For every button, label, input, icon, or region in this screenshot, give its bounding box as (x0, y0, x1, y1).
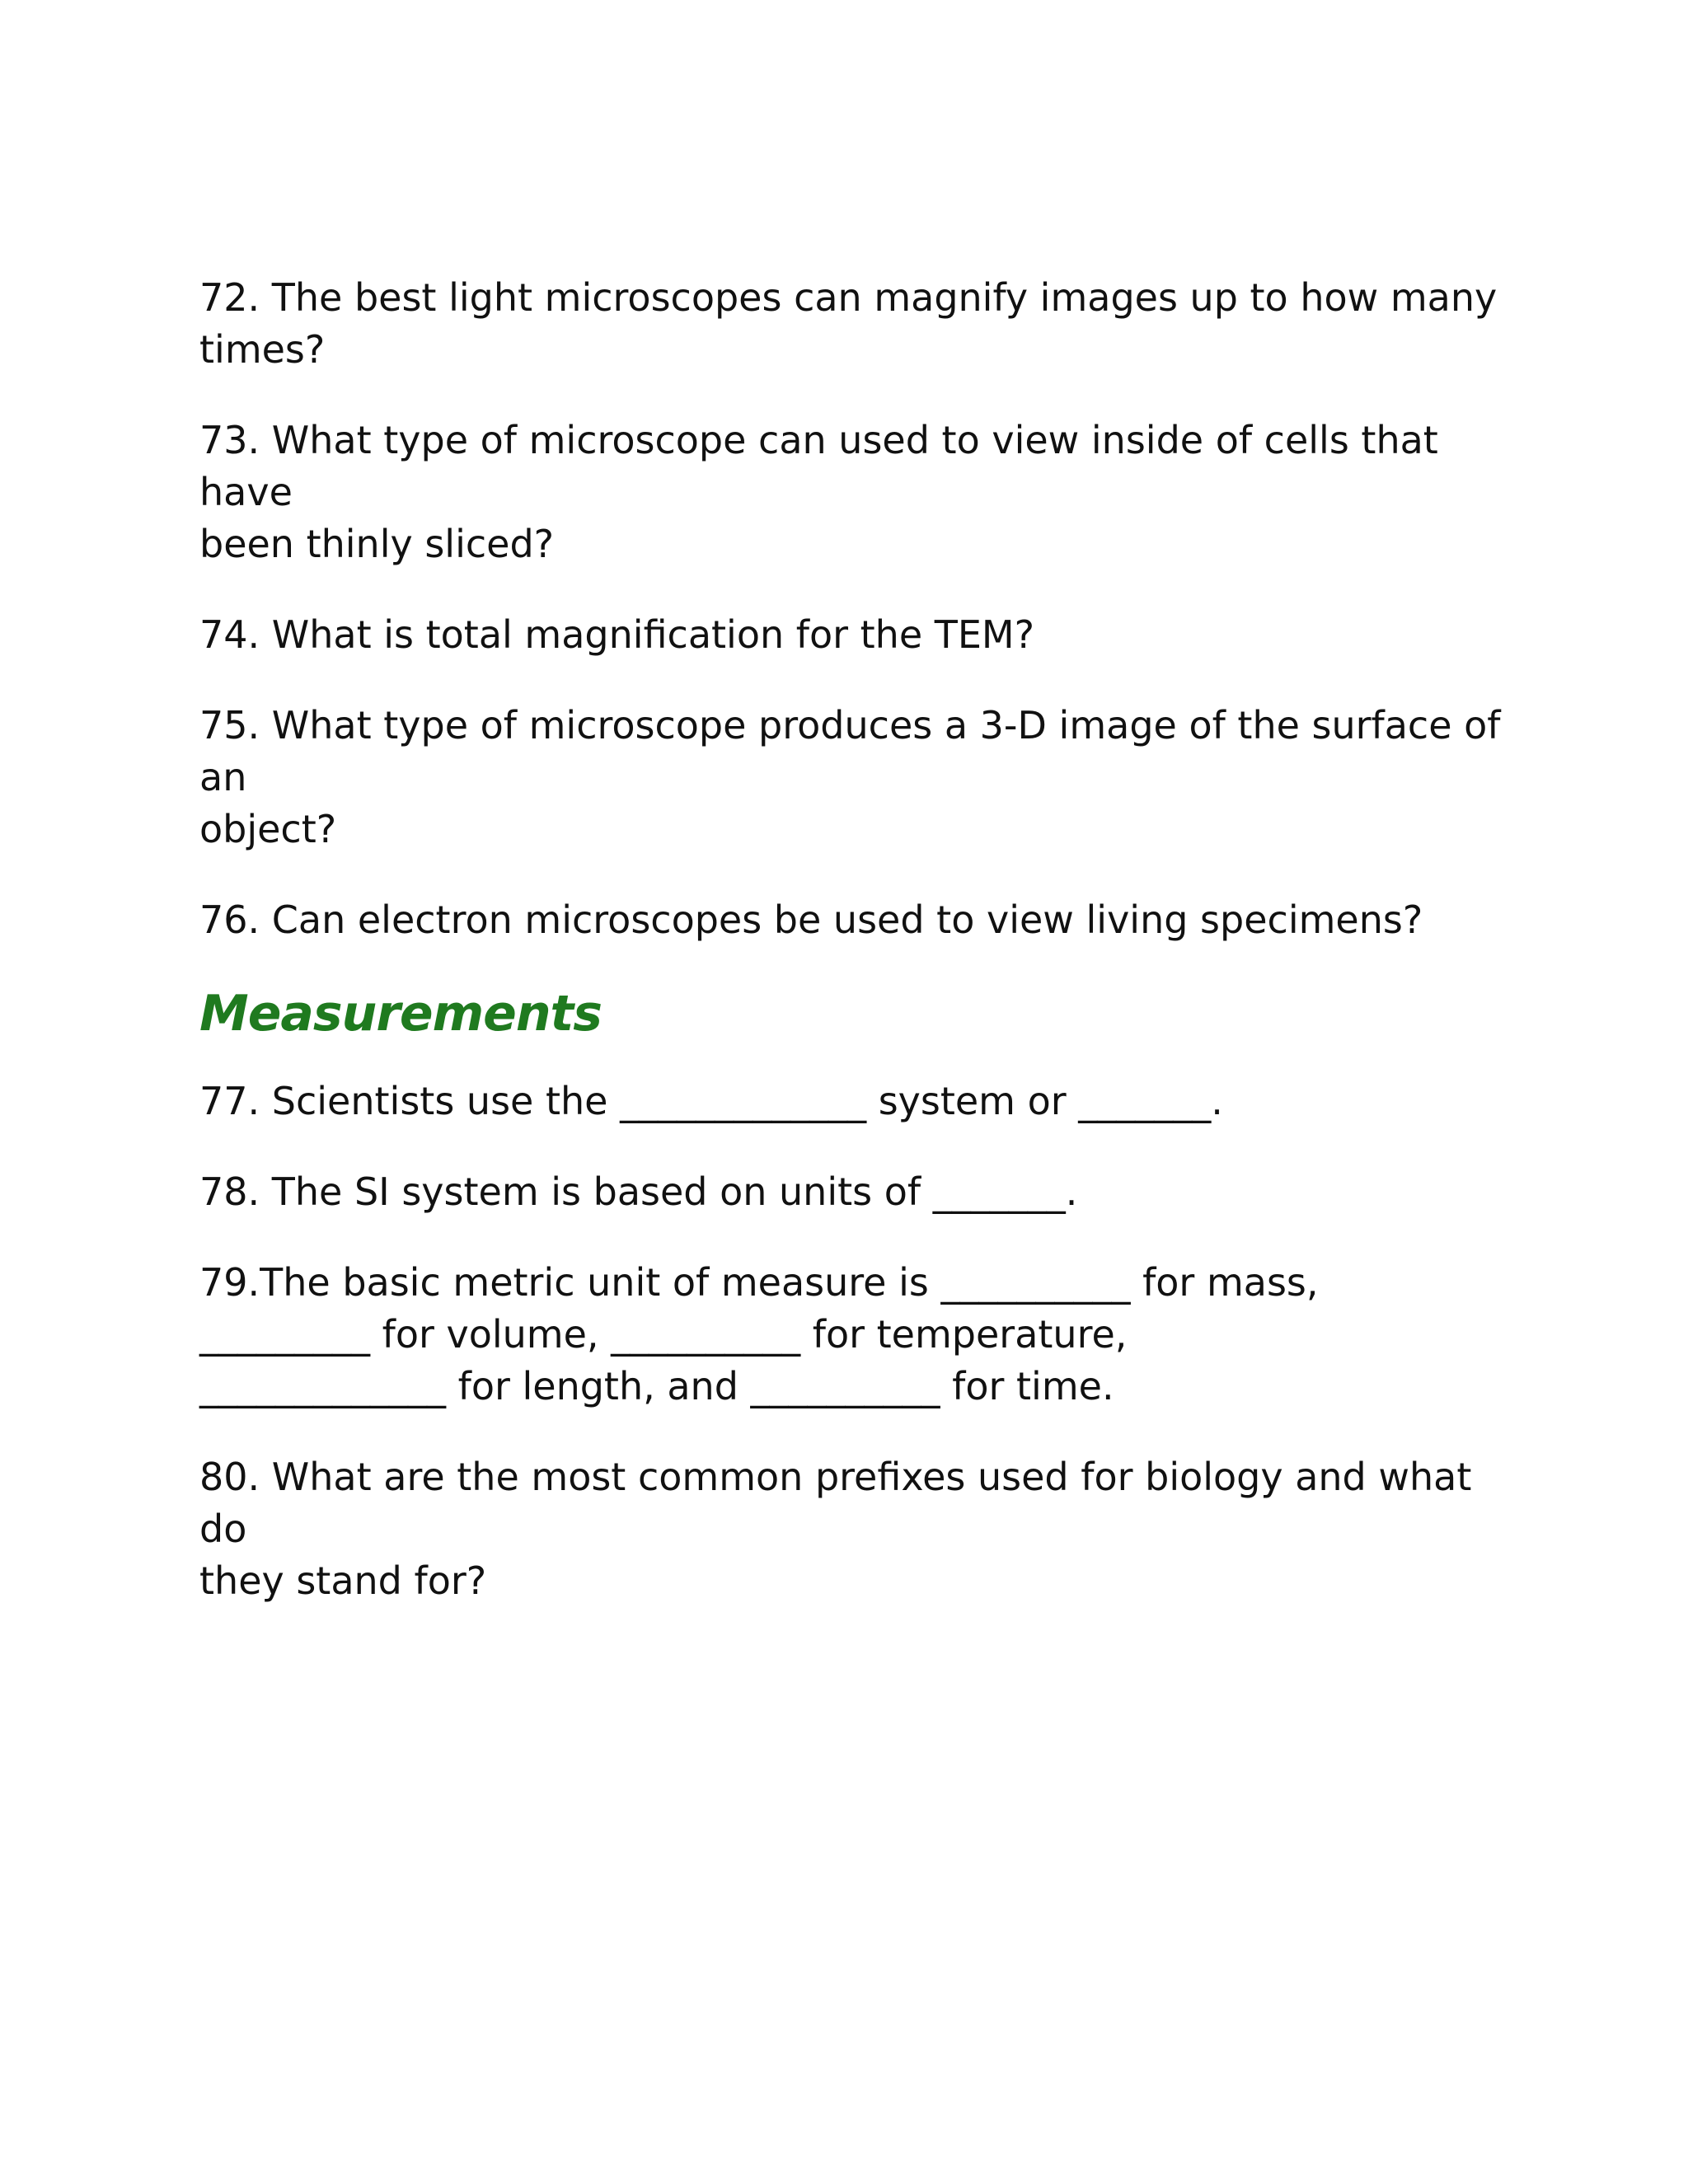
question-80: 80. What are the most common prefixes used for biology and what do they stand for? (199, 1455, 1472, 1603)
question-72: 72. The best light microscopes can magnify images up to how many times? (199, 275, 1509, 372)
question-75: 75. What type of microscope produces a 3-D image of the surface of an object? (199, 703, 1501, 851)
worksheet-content (199, 272, 1518, 1646)
question-79: 79.The basic metric unit of measure is __________ for mass, _________ for volume, __________ for temperature, _____________ for length, and __________ for time. (199, 1260, 1319, 1408)
question-76: 76. Can electron microscopes be used to view living specimens? (199, 898, 1423, 942)
section-heading-measurements: Measurements (199, 985, 602, 1043)
question-77: 77. Scientists use the _____________ system or _______. (199, 1079, 1223, 1123)
question-73: 73. What type of microscope can used to view inside of cells that have been thinly sliced? (199, 418, 1438, 566)
question-74: 74. What is total magnification for the TEM? (199, 612, 1035, 657)
question-78: 78. The SI system is based on units of _______. (199, 1169, 1078, 1214)
